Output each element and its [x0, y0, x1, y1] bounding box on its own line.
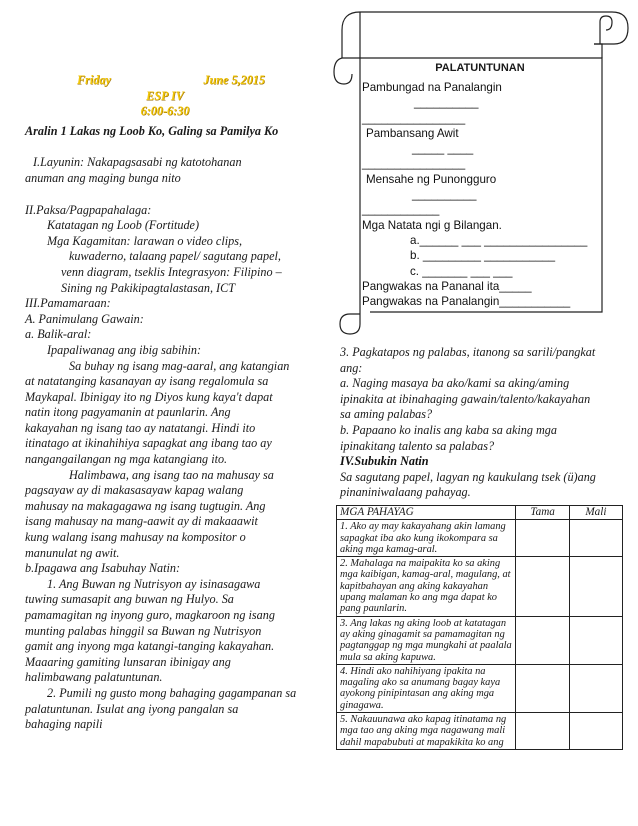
header-time: 6:00-6:30 [140, 104, 190, 119]
statement-cell: 3. Ang lakas ng aking loob at katatagan ay aking ginagamit sa pamamagitan ng pagtanggap ng mga mungkahi at paalala mula sa aking kapuwa. [337, 616, 516, 664]
materials-line: kuwaderno, talaang papel/ sagutang papel, [69, 249, 281, 264]
left-column [25, 73, 305, 733]
statement-cell: 1. Ako ay may kakayahang akin lamang sapagkat iba ako kung ikokompara sa aking mga kamag-aral. [337, 520, 516, 557]
program-blank: __________ [412, 188, 477, 202]
header-day: Friday [77, 73, 111, 87]
table-row [337, 713, 623, 750]
program-line: c. _______ ___ ___ [410, 264, 513, 278]
program-line: Mensahe ng Punongguro [366, 172, 497, 186]
paragraph-line: at natatanging kasanayan ay isang regalomula sa [25, 374, 269, 389]
header-true: Tama [516, 506, 569, 520]
paragraph-line: kakayahan ng isang tao ay natatangi. Hindi ito [25, 420, 256, 435]
procedure-line: 1. Ang Buwan ng Nutrisyon ay isinasagawa [47, 576, 261, 591]
true-cell[interactable] [516, 557, 569, 616]
reflection-line: ipinakitang talento sa palabas? [340, 438, 495, 453]
procedure-line: palatuntunan. Isulat ang iyong pangalan sa [25, 701, 239, 716]
procedure-heading: III.Pamamaraan: [25, 296, 111, 311]
paragraph-line: Halimbawa, ang isang tao na mahusay sa [69, 467, 274, 482]
materials-line: Sining ng Pakikipagtalastasan, ICT [61, 280, 236, 295]
paragraph-line: mahusay na makagagawa ng isang tugtugin. Ang [25, 498, 266, 513]
statements-table [336, 505, 623, 750]
paragraph-line: Maykapal. Ibinigay ito ng Diyos kung kaya't dapat [25, 389, 273, 404]
procedure-line: A. Panimulang Gawain: [25, 311, 144, 326]
false-cell[interactable] [569, 664, 622, 712]
topic-line: Katatagan ng Loob (Fortitude) [47, 218, 200, 233]
right-column [340, 345, 620, 501]
program-blank: __________ [414, 96, 479, 110]
procedure-line: a. Balik-aral: [25, 327, 92, 342]
program-line: Mga Natata ngi g Bilangan. [362, 218, 502, 232]
evaluation-heading: IV.Subukin Natin [340, 454, 429, 469]
header-subject: ESP IV [146, 88, 184, 103]
program-line: Pangwakas na Panalangin___________ [362, 295, 571, 309]
true-cell[interactable] [516, 520, 569, 557]
procedure-line: Ipapaliwanag ang ibig sabihin: [47, 342, 202, 357]
program-blank: ________________ [362, 111, 466, 125]
false-cell[interactable] [569, 520, 622, 557]
statement-cell: 5. Nakauunawa ako kapag itinatama ng mga tao ang aking mga nagawang mali dahil mapabubuti at mapakikita ko ang [337, 713, 516, 750]
instruction-line: Sa sagutang papel, lagyan ng kaukulang tsek (ü)ang [340, 469, 596, 484]
header-statements: MGA PAHAYAG [337, 506, 516, 520]
paragraph-line: itinatago at ikinahihiya sapagkat ang ibang tao ay [25, 436, 272, 451]
header-false: Mali [569, 506, 622, 520]
program-blank: _____ ____ [412, 142, 474, 156]
reflection-line: ipinakita at ibinahaging gawain/talento/kakayahan [340, 391, 591, 406]
reflection-line: ang: [340, 360, 363, 375]
materials-line: venn diagram, tseklis Integrasyon: Filipino – [61, 264, 282, 279]
materials-line: Mga Kagamitan: larawan o video clips, [47, 233, 242, 248]
program-body [362, 80, 602, 309]
statement-cell: 4. Hindi ako nahihiyang ipakita na magaling ako sa anumang bagay kaya ayokong pinipintasan ang aking mga ginagawa. [337, 664, 516, 712]
reflection-line: sa aming palabas? [340, 407, 433, 422]
header-date-line [25, 73, 305, 89]
program-scroll [330, 0, 630, 340]
paragraph-line: manunulat ng awit. [25, 545, 120, 560]
table-row [337, 520, 623, 557]
table-header-row [337, 506, 623, 520]
procedure-line: munting palabas hinggil sa Buwan ng Nutrisyon [25, 623, 262, 638]
objective-line: anuman ang maging bunga nito [25, 170, 181, 185]
procedure-line: Maaaring gamiting lunsaran ibinigay ang [25, 654, 231, 669]
header-date: June 5,2015 [203, 73, 265, 87]
paragraph-line: Sa buhay ng isang mag-aaral, ang katangian [69, 358, 290, 373]
table-row [337, 664, 623, 712]
paragraph-line: nangangailangan ng mga katangiang ito. [25, 452, 228, 467]
program-line: a.______ ___ ________________ [410, 233, 588, 247]
paragraph-line: kung walang isang mahusay na kompositor o [25, 530, 246, 545]
true-cell[interactable] [516, 664, 569, 712]
program-line: Pangwakas na Pananal ita_____ [362, 279, 532, 293]
paragraph-line: pagsayaw ay di makasasayaw kapag walang [25, 483, 244, 498]
program-title: PALATUNTUNAN [435, 62, 525, 74]
program-line: Pambungad na Panalangin [362, 81, 502, 94]
false-cell[interactable] [569, 616, 622, 664]
topic-heading: II.Paksa/Pagpapahalaga: [25, 202, 152, 217]
false-cell[interactable] [569, 713, 622, 750]
program-blank: ________________ [362, 157, 466, 171]
true-cell[interactable] [516, 713, 569, 750]
program-line: b. _________ ___________ [410, 249, 556, 263]
table-row [337, 557, 623, 616]
reflection-line: 3. Pagkatapos ng palabas, itanong sa sarili/pangkat [340, 345, 596, 359]
procedure-line: halimbawang palatuntunan. [25, 670, 163, 685]
procedure-line: tuwing sumasapit ang buwan ng Hulyo. Sa [25, 592, 234, 607]
objective-line: I.Layunin: Nakapagsasabi ng katotohanan [33, 155, 242, 170]
program-blank: ____________ [362, 203, 440, 217]
procedure-line: gamit ang inyong mga katangi-tanging kakayahan. [25, 639, 275, 654]
instruction-line: pinaniniwalaang pahayag. [340, 485, 471, 500]
procedure-line: bahaging napili [25, 717, 103, 732]
statement-cell: 2. Mahalaga na maipakita ko sa aking mga kaibigan, kamag-aral, magulang, at kapitbahayan ang aking kakayahan upang malaman ko ang mga dapat ko pang paunlarin. [337, 557, 516, 616]
true-cell[interactable] [516, 616, 569, 664]
paragraph-line: natin itong pagyamanin at paunlarin. Ang [25, 405, 231, 420]
reflection-line: b. Papaano ko inalis ang kaba sa aking mga [340, 422, 557, 437]
procedure-line: b.Ipagawa ang Isabuhay Natin: [25, 561, 181, 576]
lesson-title: Aralin 1 Lakas ng Loob Ko, Galing sa Pamilya Ko [25, 123, 279, 138]
procedure-line: 2. Pumili ng gusto mong bahaging gagampanan sa [47, 685, 297, 700]
paragraph-line: isang mahusay na mang-aawit ay di makaaawit [25, 514, 258, 529]
false-cell[interactable] [569, 557, 622, 616]
reflection-line: a. Naging masaya ba ako/kami sa aking/aming [340, 376, 570, 391]
procedure-line: pamamagitan ng inyong guro, magkaroon ng isang [25, 608, 275, 622]
table-row [337, 616, 623, 664]
program-line: Pambansang Awit [366, 126, 459, 140]
